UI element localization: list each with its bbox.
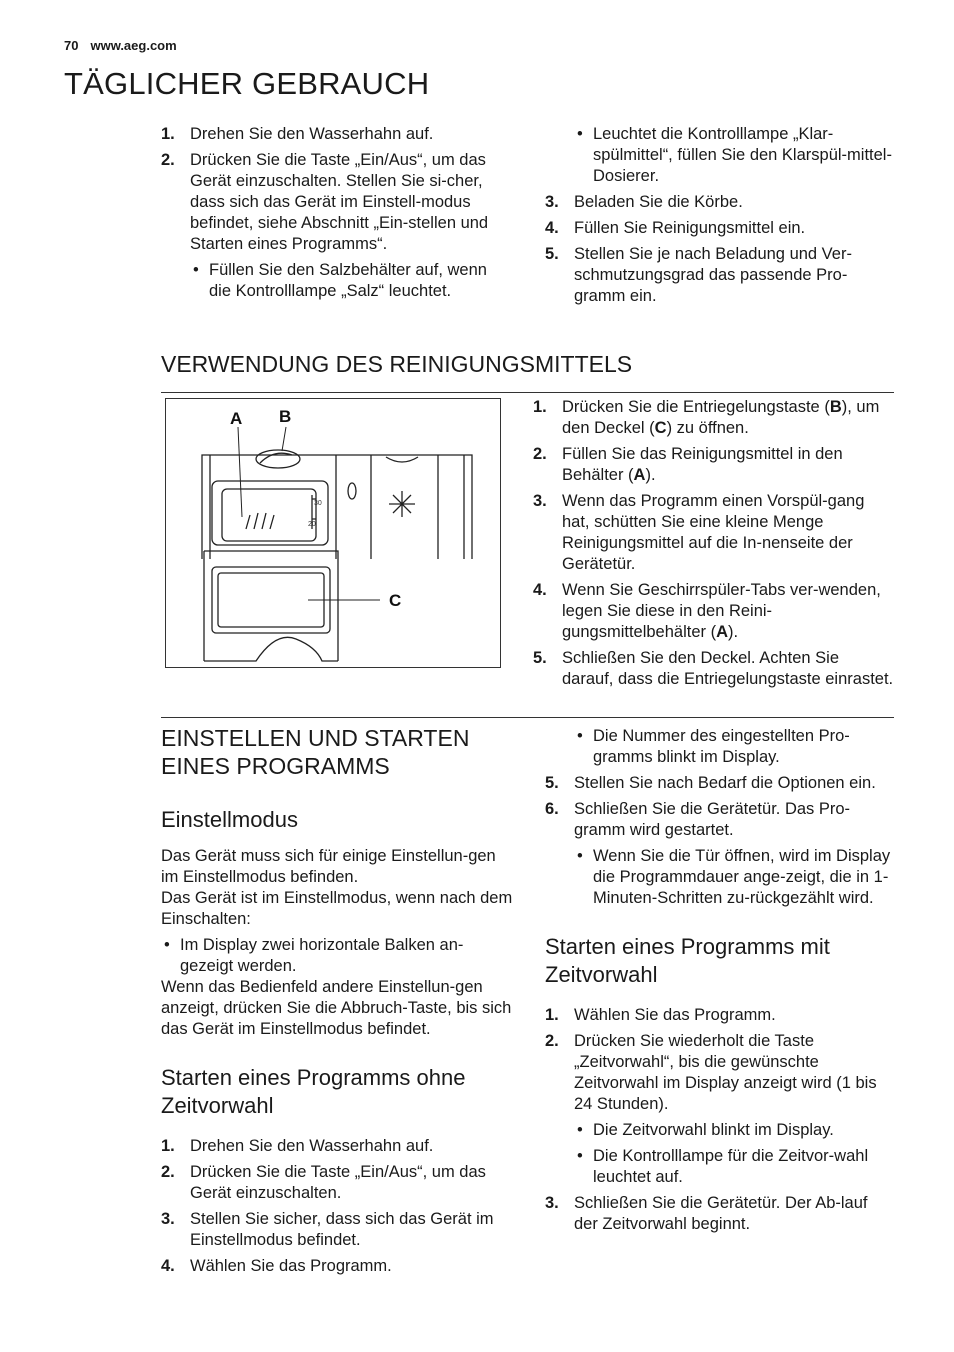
subheading-mit-zeitvorwahl: Starten eines Programms mit Zeitvorwahl bbox=[545, 934, 830, 987]
list-item: 1. Drehen Sie den Wasserhahn auf. bbox=[161, 125, 434, 143]
list-item: 2. Drücken Sie die Taste „Ein/Aus“, um das Gerät einzuschalten. bbox=[161, 1163, 486, 1202]
list-item: 1. Drücken Sie die Entriegelungstaste (B), um den Deckel (C) zu öffnen. bbox=[533, 398, 880, 437]
list-item: 2. Drücken Sie wiederholt die Taste „Zeitvorwahl“, bis die gewünschte Zeitvorwahl im Display anzeigt wird (1 bis 24 Stunden). bbox=[545, 1032, 877, 1113]
list-item: 4. Füllen Sie Reinigungsmittel ein. bbox=[545, 219, 806, 237]
list-item: 4. Wählen Sie das Programm. bbox=[161, 1257, 392, 1275]
dispenser-figure bbox=[165, 398, 501, 668]
bullet-item: • Leuchtet die Kontrolllampe „Klar-spülmittel“, füllen Sie den Klarspül-mittel-Dosierer. bbox=[574, 124, 893, 187]
list-item: 1. Wählen Sie das Programm. bbox=[545, 1006, 776, 1024]
detergent-steps bbox=[533, 397, 894, 695]
list-item: 4. Wenn Sie Geschirrspüler-Tabs ver-wenden, legen Sie diese in den Reini-gungsmittelbehälter (A). bbox=[533, 581, 881, 641]
list-item: 2. Füllen Sie das Reinigungsmittel in den Behälter (A). bbox=[533, 445, 843, 484]
bullet-item: • Füllen Sie den Salzbehälter auf, wenn die Kontrolllampe „Salz“ leuchtet. bbox=[190, 260, 513, 302]
list-item: 2. Drücken Sie die Taste „Ein/Aus“, um das Gerät einzuschalten. Stellen Sie si-cher, dass sich das Gerät im Einstell-modus befindet, siehe Abschnitt „Ein-stellen und Starten eines Programms“. bbox=[161, 151, 489, 253]
section-divider bbox=[161, 392, 894, 393]
program-left-column: EINSTELLEN UND STARTEN EINES PROGRAMMS Einstellmodus Das Gerät muss sich für einige Einstellun-gen im Einstellmodus befinden. Das Gerät ist im Einstellmodus, wenn nach dem Einschalten: • Im Display zwei horizontale Balken an-gezeigt werden. Wenn das Bedienfeld andere Einstellun-gen anzeigt, drücken Sie die Abbruch-Taste, bis sich das Gerät im Einstellmodus befindet. Starten eines Programms ohne Zeitvorwahl 1. Drehen Sie den Wasserhahn auf. 2. Drücken Sie die Taste „Ein/Aus“, um das Gerät einzuschalten. 3. Stellen Sie sicher, dass sich das Gerät im Einstellmodus befindet. 4. Wählen Sie das Programm. bbox=[161, 724, 513, 1282]
bullet-item: • Wenn Sie die Tür öffnen, wird im Display die Programmdauer ange-zeigt, die in 1-Minuten-Schritten zu-rückgezählt wird. bbox=[574, 846, 893, 909]
bullet-item: • Die Kontrolllampe für die Zeitvor-wahl leuchtet auf. bbox=[574, 1146, 893, 1188]
list-item: 5. Schließen Sie den Deckel. Achten Sie darauf, dass die Entriegelungstaste einrastet. bbox=[533, 649, 894, 688]
list-item: 3. Stellen Sie sicher, dass sich das Gerät im Einstellmodus befindet. bbox=[161, 1210, 494, 1249]
figure-label-b: B bbox=[279, 407, 292, 426]
bullet-item: • Die Nummer des eingestellten Pro-gramms blinkt im Display. bbox=[574, 726, 893, 768]
list-item: 3. Schließen Sie die Gerätetür. Der Ab-lauf der Zeitvorwahl beginnt. bbox=[545, 1194, 868, 1233]
subheading-ohne-zeitvorwahl: Starten eines Programms ohne Zeitvorwahl bbox=[161, 1065, 466, 1118]
page-number: 70 bbox=[64, 38, 79, 53]
section-heading-program: EINSTELLEN UND STARTEN EINES PROGRAMMS bbox=[161, 725, 470, 779]
list-item: 3. Wenn das Programm einen Vorspül-gang hat, schütten Sie eine kleine Menge Reinigungsmittel auf die In-nenseite der Gerätetür. bbox=[533, 492, 865, 573]
list-item: 6. Schließen Sie die Gerätetür. Das Pro-gramm wird gestartet. bbox=[545, 800, 851, 839]
site-url: www.aeg.com bbox=[90, 38, 177, 53]
section-divider bbox=[161, 717, 894, 718]
scale-mark-20: 20 bbox=[308, 521, 316, 528]
page-title: TÄGLICHER GEBRAUCH bbox=[64, 66, 430, 101]
figure-label-c: C bbox=[389, 591, 402, 610]
subheading-einstellmodus: Einstellmodus bbox=[161, 807, 298, 832]
program-right-column bbox=[545, 726, 893, 1240]
figure-label-a: A bbox=[230, 409, 243, 428]
intro-right-column bbox=[545, 124, 893, 312]
bullet-item: • Die Zeitvorwahl blinkt im Display. bbox=[574, 1120, 893, 1141]
bullet-item: • Im Display zwei horizontale Balken an-gezeigt werden. bbox=[161, 935, 513, 977]
list-item: 5. Stellen Sie je nach Beladung und Ver-schmutzungsgrad das passende Pro-gramm ein. bbox=[545, 245, 852, 305]
page-header bbox=[64, 38, 177, 53]
intro-left-column bbox=[161, 124, 513, 307]
section-heading-detergent: VERWENDUNG DES REINIGUNGSMITTELS bbox=[161, 351, 633, 377]
dispenser-diagram bbox=[166, 399, 500, 667]
list-item: 5. Stellen Sie nach Bedarf die Optionen ein. bbox=[545, 774, 876, 792]
list-item: 1. Drehen Sie den Wasserhahn auf. bbox=[161, 1137, 434, 1155]
scale-mark-30: 30 bbox=[314, 500, 322, 507]
list-item: 3. Beladen Sie die Körbe. bbox=[545, 193, 743, 211]
